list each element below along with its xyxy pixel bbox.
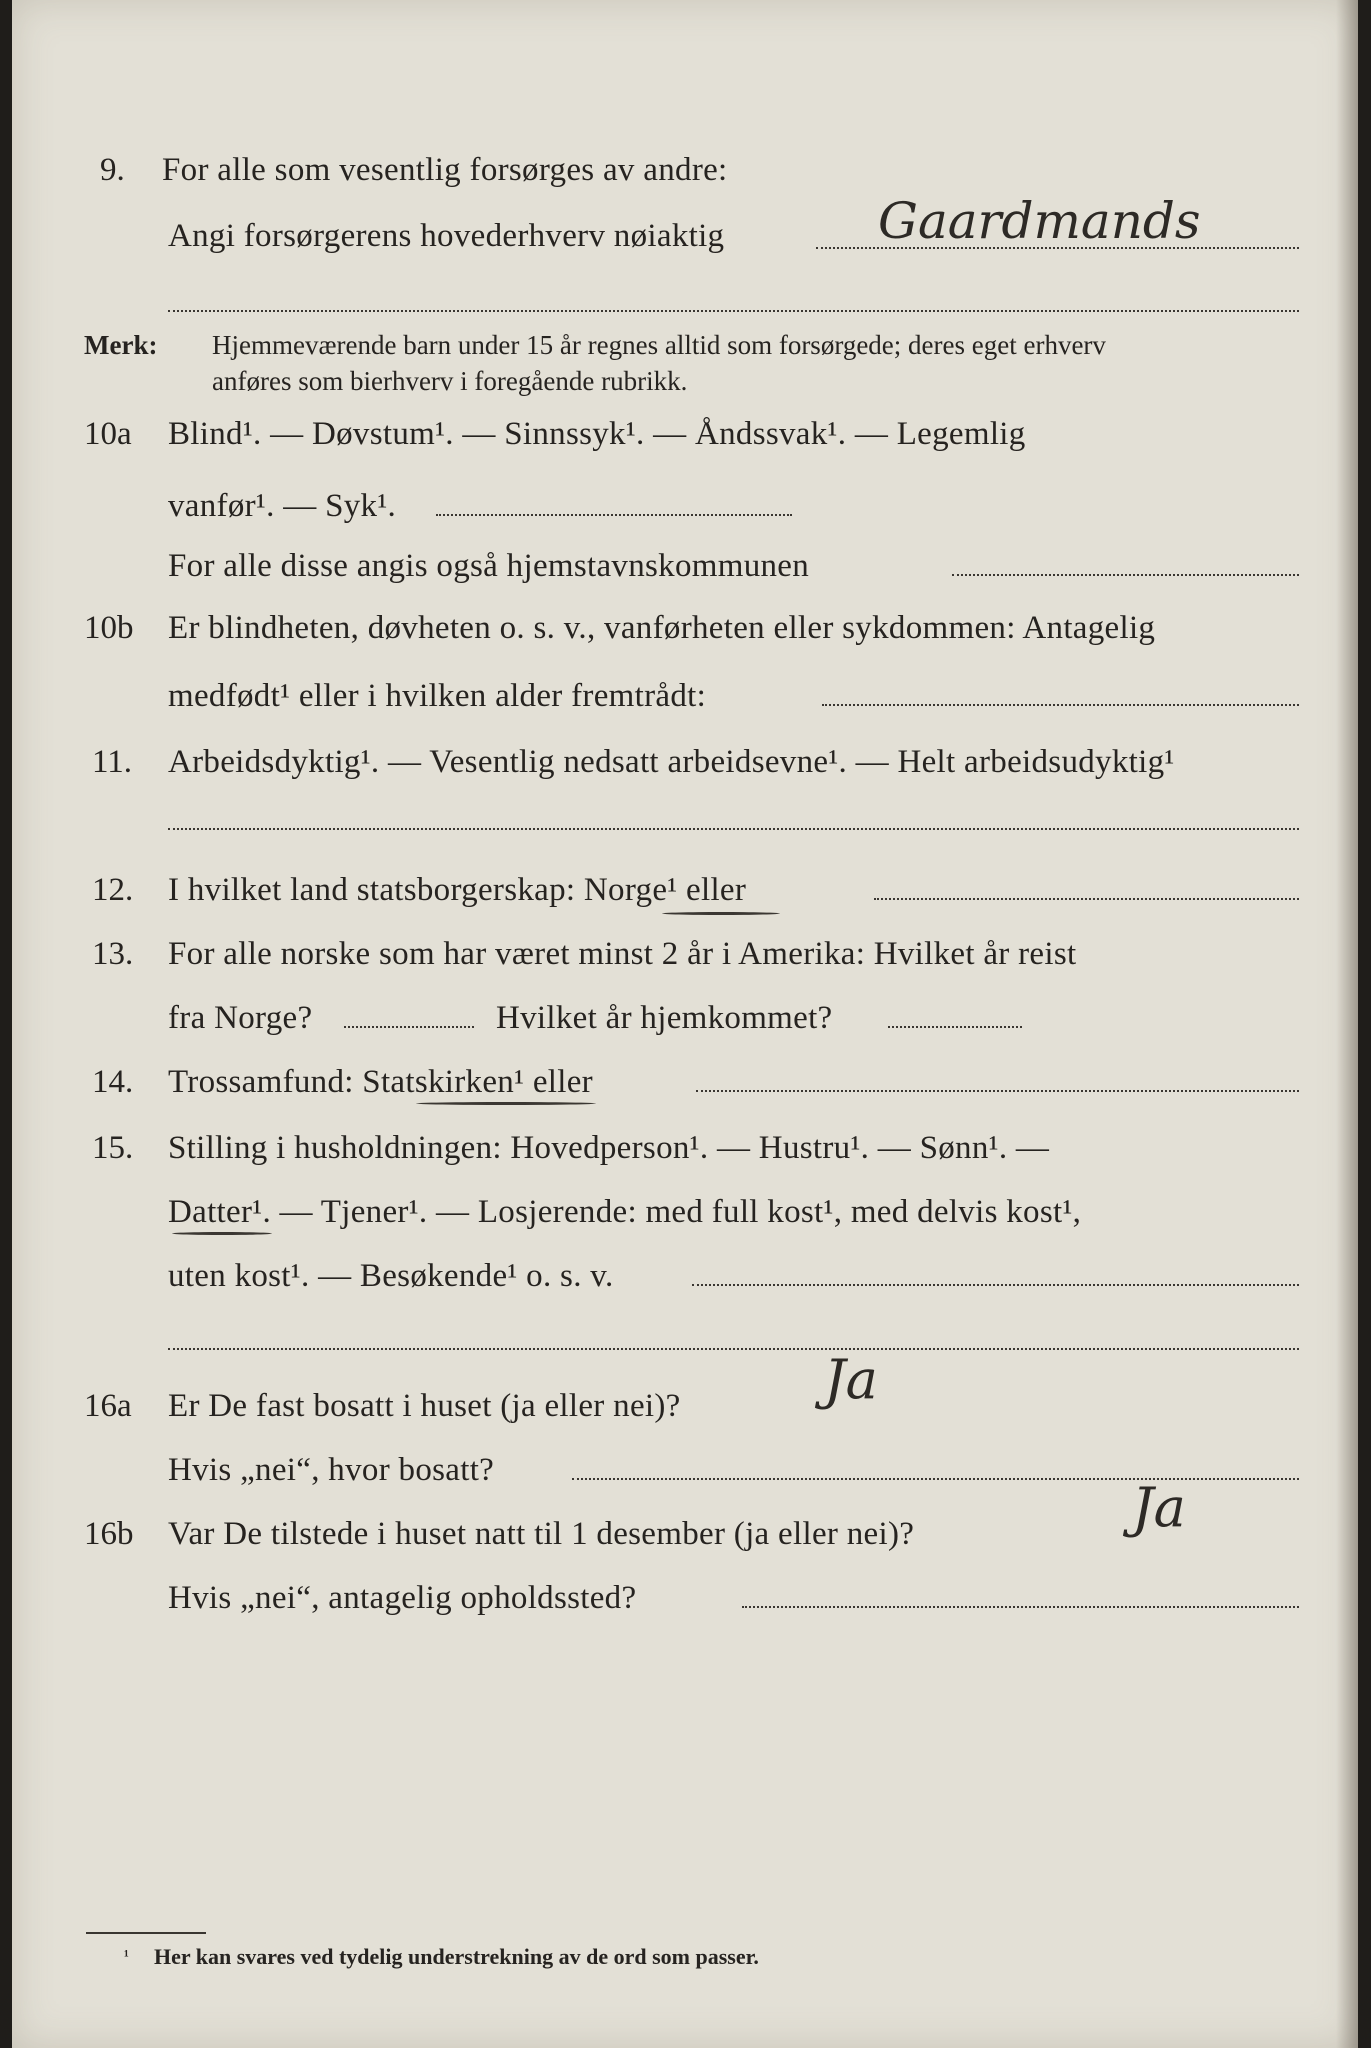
q10b-line1: Er blindheten, døvheten o. s. v., vanførheten eller sykdommen: Antagelig: [168, 610, 1156, 646]
footnote-text: Her kan svares ved tydelig understrekning av de ord som passer.: [154, 1944, 759, 1969]
q15-line1: Stilling i husholdningen: Hovedperson¹. — Hustru¹. — Sønn¹. —: [168, 1130, 1050, 1166]
q15-line3: uten kost¹. — Besøkende¹ o. s. v.: [168, 1258, 614, 1294]
q16a-handwritten-answer: Ja: [824, 1348, 878, 1411]
q16b-opholdssted-line: [742, 1606, 1299, 1608]
q15-datter-underline: [172, 1232, 272, 1235]
q14-statskirken-underline: [416, 1102, 596, 1105]
q10a-line1: Blind¹. — Døvstum¹. — Sinnssyk¹. — Åndssvak¹. — Legemlig: [168, 416, 1026, 452]
q14-line1: Trossamfund: Statskirken¹ eller: [168, 1064, 593, 1100]
footnote-rule: [86, 1932, 206, 1934]
q9-line1: For alle som vesentlig forsørges av andre:: [162, 152, 728, 188]
q11-number: 11.: [92, 744, 133, 780]
q16b-handwritten-answer: Ja: [1132, 1476, 1186, 1539]
q13-hjemkommet-line: [888, 1026, 1022, 1028]
q16a-number: 16a: [84, 1388, 132, 1424]
q10a-kommune-line: [952, 574, 1299, 576]
q16a-bosatt-line: [572, 1478, 1299, 1480]
page-edge-shadow: [1336, 0, 1358, 2048]
q9-handwritten-answer: Gaardmands: [878, 192, 1201, 250]
q10a-line2: vanfør¹. — Syk¹.: [168, 488, 397, 524]
q16a-line2: Hvis „nei“, hvor bosatt?: [168, 1452, 495, 1488]
q15-answer-line: [692, 1284, 1299, 1286]
q10b-line2: medfødt¹ eller i hvilken alder fremtrådt:: [168, 678, 707, 714]
q14-answer-line: [696, 1090, 1299, 1092]
q15-number: 15.: [92, 1130, 134, 1166]
merk-label: Merk:: [84, 330, 158, 360]
q10b-answer-line: [822, 704, 1299, 706]
q12-answer-line: [874, 898, 1299, 900]
q10b-number: 10b: [84, 610, 134, 646]
q12-line1: I hvilket land statsborgerskap: Norge¹ eller: [168, 872, 747, 908]
footnote-mark: ¹: [124, 1948, 129, 1965]
q15-line2: Datter¹. — Tjener¹. — Losjerende: med full kost¹, med delvis kost¹,: [168, 1194, 1082, 1230]
q9-number: 9.: [100, 152, 125, 188]
q16b-line1: Var De tilstede i huset natt til 1 desember (ja eller nei)?: [168, 1516, 915, 1552]
q11-line1: Arbeidsdyktig¹. — Vesentlig nedsatt arbeidsevne¹. — Helt arbeidsudyktig¹: [168, 744, 1175, 780]
q13-reist-line: [344, 1026, 474, 1028]
q12-number: 12.: [92, 872, 134, 908]
q11-answer-line: [168, 828, 1299, 830]
census-form-page: [12, 0, 1358, 2048]
q16b-number: 16b: [84, 1516, 134, 1552]
q9-extra-line: [168, 310, 1299, 312]
q15-extra-line: [168, 1348, 1299, 1350]
q14-number: 14.: [92, 1064, 134, 1100]
q16a-line1: Er De fast bosatt i huset (ja eller nei)?: [168, 1388, 681, 1424]
q16b-line2: Hvis „nei“, antagelig opholdssted?: [168, 1580, 637, 1616]
q13-line1: For alle norske som har været minst 2 år i Amerika: Hvilket år reist: [168, 936, 1077, 972]
q9-line2: Angi forsørgerens hovederhverv nøiaktig: [168, 218, 725, 254]
q13-line2a: fra Norge?: [168, 1000, 313, 1036]
q10a-number: 10a: [84, 416, 132, 452]
q10a-syk-line: [436, 514, 792, 516]
merk-line2: anføres som bierhverv i foregående rubrikk.: [212, 366, 688, 396]
q10a-line3: For alle disse angis også hjemstavnskommunen: [168, 548, 810, 584]
q12-norge-underline: [662, 912, 780, 915]
merk-line1: Hjemmeværende barn under 15 år regnes alltid som forsørgede; deres eget erhverv: [212, 330, 1106, 360]
q13-number: 13.: [92, 936, 134, 972]
q13-line2b: Hvilket år hjemkommet?: [496, 1000, 833, 1036]
